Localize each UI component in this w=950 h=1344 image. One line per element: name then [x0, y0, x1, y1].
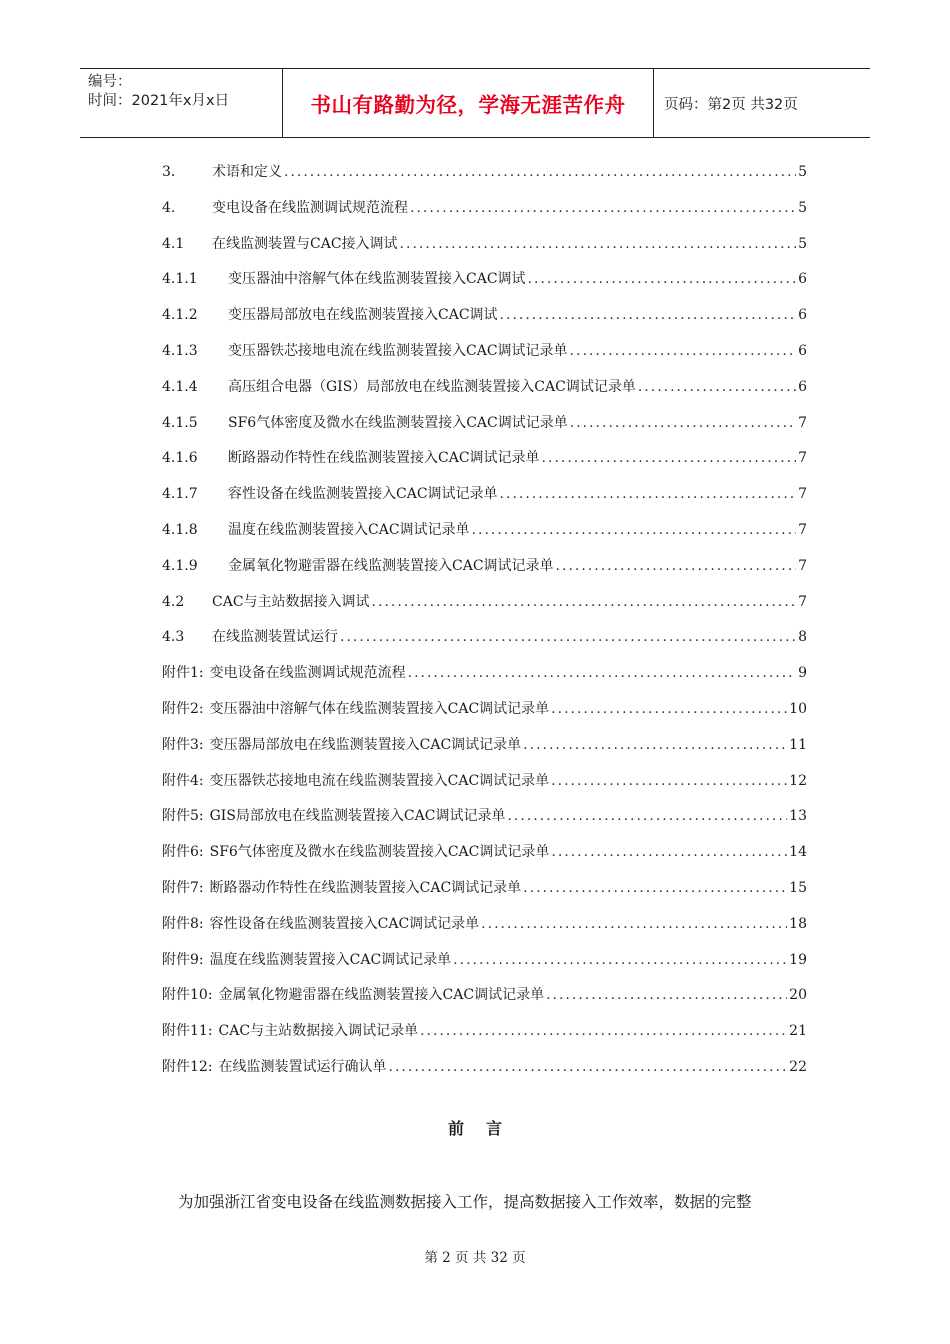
toc-entry-number: 附件11: — [162, 1023, 213, 1040]
toc-leader-dots — [570, 335, 797, 367]
toc-leader-dots — [556, 550, 797, 582]
toc-entry[interactable] — [162, 800, 807, 836]
toc-entry-title: 金属氧化物避雷器在线监测装置接入CAC调试记录单 — [228, 557, 554, 574]
toc-entry[interactable] — [162, 944, 807, 980]
toc-entry-title: 断路器动作特性在线监测装置接入CAC调试记录单 — [209, 879, 522, 896]
toc-leader-dots — [551, 693, 787, 725]
toc-leader-dots — [284, 156, 796, 188]
toc-entry-page: 6 — [798, 378, 807, 395]
toc-leader-dots — [420, 1015, 787, 1047]
toc-entry-title: 在线监测装置试运行确认单 — [218, 1058, 387, 1075]
toc-entry[interactable] — [162, 192, 807, 228]
toc-leader-dots — [528, 263, 797, 295]
toc-leader-dots — [638, 371, 796, 403]
toc-entry-title: 变压器铁芯接地电流在线监测装置接入CAC调试记录单 — [209, 772, 550, 789]
page-footer: 第 2 页 共 32 页 — [424, 1250, 526, 1266]
toc-entry[interactable] — [162, 514, 807, 550]
toc-leader-dots — [500, 478, 797, 510]
toc-entry-title: CAC与主站数据接入调试记录单 — [218, 1023, 419, 1040]
toc-entry-title: 变压器铁芯接地电流在线监测装置接入CAC调试记录单 — [228, 342, 568, 359]
toc-entry-page: 20 — [789, 987, 807, 1004]
toc-entry-page: 5 — [798, 235, 807, 252]
toc-entry-number: 4.3 — [162, 629, 185, 646]
toc-entry-number: 4. — [162, 199, 176, 216]
toc-entry-number: 附件7: — [162, 879, 204, 896]
toc-leader-dots — [340, 621, 796, 653]
time-label: 时间：2021年x月x日 — [88, 93, 230, 109]
toc-entry[interactable] — [162, 228, 807, 264]
toc-entry-title: SF6气体密度及微水在线监测装置接入CAC调试记录单 — [228, 414, 568, 431]
toc-entry-number: 附件1: — [162, 665, 204, 682]
toc-entry[interactable] — [162, 586, 807, 622]
preface-paragraph: 为加强浙江省变电设备在线监测数据接入工作，提高数据接入工作效率，数据的完整 — [178, 1193, 752, 1211]
toc-entry-page: 18 — [789, 915, 807, 932]
toc-entry-number: 4.2 — [162, 593, 185, 610]
toc-entry[interactable] — [162, 693, 807, 729]
toc-entry[interactable] — [162, 729, 807, 765]
toc-entry-title: 温度在线监测装置接入CAC调试记录单 — [209, 951, 452, 968]
toc-entry-number: 4.1.6 — [162, 450, 198, 467]
toc-entry[interactable] — [162, 371, 807, 407]
toc-entry-page: 7 — [798, 486, 807, 503]
toc-entry-number: 4.1.8 — [162, 521, 198, 538]
toc-entry-title: 容性设备在线监测装置接入CAC调试记录单 — [209, 915, 480, 932]
toc-entry-number: 4.1.7 — [162, 486, 198, 503]
toc-entry-page: 19 — [789, 951, 807, 968]
toc-entry-number: 附件9: — [162, 951, 204, 968]
toc-entry-number: 附件2: — [162, 700, 204, 717]
toc-entry-page: 11 — [789, 736, 807, 753]
toc-entry-page: 7 — [798, 450, 807, 467]
toc-entry-number: 附件12: — [162, 1058, 213, 1075]
toc-entry-number: 4.1.1 — [162, 271, 198, 288]
toc-leader-dots — [472, 514, 797, 546]
toc-entry-number: 附件5: — [162, 808, 204, 825]
toc-entry[interactable] — [162, 765, 807, 801]
toc-entry-title: 变压器油中溶解气体在线监测装置接入CAC调试 — [228, 271, 526, 288]
toc-entry-title: 变电设备在线监测调试规范流程 — [212, 199, 408, 216]
toc-leader-dots — [523, 729, 787, 761]
preface-heading: 前言 — [447, 1119, 524, 1138]
toc-entry-page: 10 — [789, 700, 807, 717]
toc-leader-dots — [408, 657, 796, 689]
table-of-contents — [162, 156, 807, 1087]
toc-entry-page: 7 — [798, 414, 807, 431]
toc-entry-page: 13 — [789, 808, 807, 825]
toc-leader-dots — [551, 765, 787, 797]
toc-entry-page: 6 — [798, 271, 807, 288]
toc-entry-number: 附件6: — [162, 844, 204, 861]
toc-entry[interactable] — [162, 335, 807, 371]
toc-entry-number: 附件10: — [162, 987, 213, 1004]
toc-entry-title: 变压器局部放电在线监测装置接入CAC调试 — [228, 307, 498, 324]
toc-entry-number: 4.1.9 — [162, 557, 198, 574]
toc-entry[interactable] — [162, 299, 807, 335]
toc-entry-title: 金属氧化物避雷器在线监测装置接入CAC调试记录单 — [218, 987, 545, 1004]
toc-entry-page: 6 — [798, 342, 807, 359]
toc-leader-dots — [507, 800, 787, 832]
toc-entry-title: GIS局部放电在线监测装置接入CAC调试记录单 — [209, 808, 506, 825]
toc-leader-dots — [542, 442, 797, 474]
toc-entry[interactable] — [162, 1015, 807, 1051]
toc-entry-number: 附件4: — [162, 772, 204, 789]
header-motto: 书山有路勤为径，学海无涯苦作舟 — [282, 69, 654, 137]
toc-leader-dots — [481, 908, 787, 940]
toc-entry[interactable] — [162, 550, 807, 586]
toc-entry[interactable] — [162, 836, 807, 872]
toc-entry[interactable] — [162, 979, 807, 1015]
toc-entry[interactable] — [162, 478, 807, 514]
toc-entry-title: 在线监测装置试运行 — [212, 629, 338, 646]
header-page-info: 页码：第2页 共32页 — [664, 96, 798, 113]
toc-leader-dots — [372, 586, 797, 618]
toc-entry[interactable] — [162, 407, 807, 443]
toc-entry-number: 4.1 — [162, 235, 185, 252]
toc-entry-page: 8 — [798, 629, 807, 646]
toc-entry-title: 高压组合电器（GIS）局部放电在线监测装置接入CAC调试记录单 — [228, 378, 636, 395]
toc-leader-dots — [389, 1051, 788, 1083]
toc-entry-page: 15 — [789, 879, 807, 896]
toc-leader-dots — [523, 872, 787, 904]
toc-entry-title: 容性设备在线监测装置接入CAC调试记录单 — [228, 486, 498, 503]
toc-entry-page: 5 — [798, 199, 807, 216]
toc-entry-title: 变压器油中溶解气体在线监测装置接入CAC调试记录单 — [209, 700, 550, 717]
toc-entry-title: 断路器动作特性在线监测装置接入CAC调试记录单 — [228, 450, 540, 467]
toc-entry-title: 变电设备在线监测调试规范流程 — [209, 665, 406, 682]
toc-entry-page: 21 — [789, 1023, 807, 1040]
header-meta — [80, 69, 282, 137]
toc-entry-page: 14 — [789, 844, 807, 861]
toc-entry-page: 5 — [798, 164, 807, 180]
toc-entry-number: 附件3: — [162, 736, 204, 753]
code-label: 编号： — [88, 74, 132, 90]
toc-leader-dots — [570, 407, 796, 439]
toc-entry-title: 术语和定义 — [212, 164, 282, 180]
toc-entry-number: 3. — [162, 164, 176, 180]
toc-leader-dots — [400, 228, 797, 260]
toc-leader-dots — [551, 836, 787, 868]
toc-entry-page: 7 — [798, 521, 807, 538]
toc-entry-number: 4.1.5 — [162, 414, 198, 431]
toc-entry-page: 12 — [789, 772, 807, 789]
toc-entry-title: 变压器局部放电在线监测装置接入CAC调试记录单 — [209, 736, 522, 753]
toc-entry-number: 4.1.3 — [162, 342, 198, 359]
toc-entry-page: 7 — [798, 593, 807, 610]
toc-entry[interactable] — [162, 621, 807, 657]
toc-entry-number: 4.1.2 — [162, 307, 198, 324]
toc-entry-page: 6 — [798, 307, 807, 324]
toc-entry-title: 温度在线监测装置接入CAC调试记录单 — [228, 521, 470, 538]
toc-entry-page: 22 — [789, 1058, 807, 1075]
toc-entry-number: 附件8: — [162, 915, 204, 932]
toc-entry[interactable] — [162, 156, 807, 192]
toc-entry-page: 9 — [798, 665, 807, 682]
toc-entry-page: 7 — [798, 557, 807, 574]
toc-entry-title: CAC与主站数据接入调试 — [212, 593, 370, 610]
toc-entry[interactable] — [162, 263, 807, 299]
toc-leader-dots — [453, 944, 787, 976]
toc-entry[interactable] — [162, 872, 807, 908]
toc-leader-dots — [500, 299, 797, 331]
toc-leader-dots — [410, 192, 796, 224]
page-header — [80, 68, 870, 138]
toc-leader-dots — [546, 979, 787, 1011]
toc-entry-title: SF6气体密度及微水在线监测装置接入CAC调试记录单 — [209, 844, 550, 861]
toc-entry[interactable] — [162, 908, 807, 944]
toc-entry-title: 在线监测装置与CAC接入调试 — [212, 235, 398, 252]
toc-entry[interactable] — [162, 1051, 807, 1087]
toc-entry-number: 4.1.4 — [162, 378, 198, 395]
toc-entry[interactable] — [162, 657, 807, 693]
toc-entry[interactable] — [162, 442, 807, 478]
